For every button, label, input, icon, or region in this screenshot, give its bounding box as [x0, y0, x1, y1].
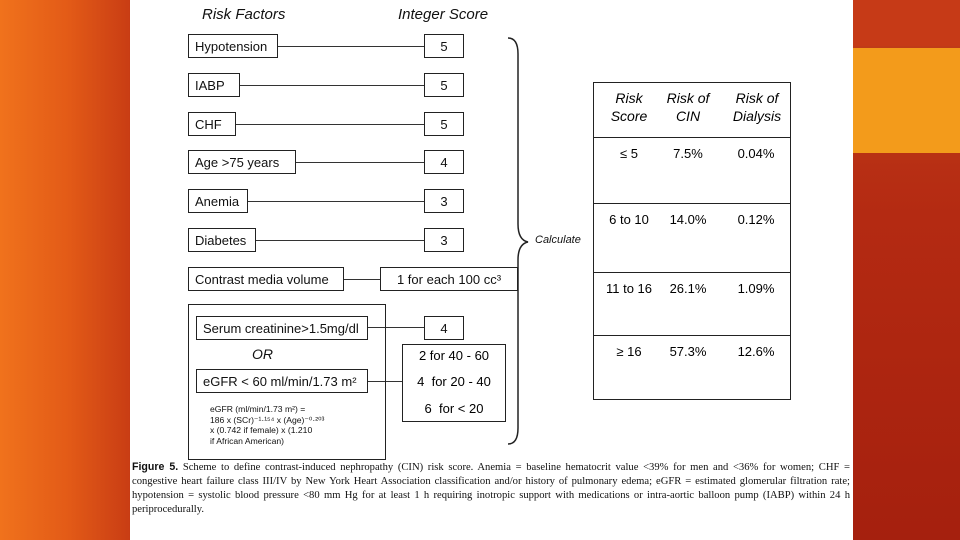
accent-bar-orange: [853, 48, 960, 153]
table-cell: 1.09%: [737, 281, 775, 296]
factor-diabetes: Diabetes: [188, 228, 256, 252]
table-cell: 6 to 10: [609, 212, 649, 227]
accent-bar-top: [853, 0, 960, 46]
header-risk-cin: Risk of CIN: [666, 90, 710, 124]
table-cell: 0.12%: [737, 212, 775, 227]
table-cell: ≥ 16: [616, 344, 642, 359]
table-cell: ≤ 5: [620, 146, 638, 161]
egfr-range: 6 for < 20: [424, 401, 484, 416]
factor-age: Age >75 years: [188, 150, 296, 174]
figure-page: [130, 0, 853, 540]
score-anemia: 3: [424, 189, 464, 213]
table-row: [594, 272, 790, 337]
score-contrast-volume: 1 for each 100 cc³: [380, 267, 518, 291]
table-cell: 57.3%: [669, 344, 707, 359]
table-cell: 14.0%: [669, 212, 707, 227]
figure-caption: [132, 460, 850, 517]
formula-line: eGFR (ml/min/1.73 m²) =: [210, 404, 306, 414]
table-row: [594, 203, 790, 274]
table-cell: 12.6%: [737, 344, 775, 359]
formula-line: x (0.742 if female) x (1.210: [210, 425, 313, 435]
risk-score-diagram: [130, 0, 853, 540]
factor-iabp: IABP: [188, 73, 240, 97]
header-integer-score: Integer Score: [398, 6, 489, 23]
connector-line: [278, 46, 424, 47]
score-hypotension: 5: [424, 34, 464, 58]
connector-line: [214, 85, 424, 86]
formula-line: 186 x (SCr)⁻¹·¹⁵⁴ x (Age)⁻⁰·²⁰³: [210, 414, 325, 425]
header-risk-factors: Risk Factors: [202, 6, 286, 23]
factor-chf: CHF: [188, 112, 236, 136]
connector-line: [214, 124, 424, 125]
connector-line: [344, 279, 380, 280]
connector-line: [296, 162, 424, 163]
or-label: OR: [252, 346, 273, 362]
table-cell: 26.1%: [669, 281, 707, 296]
factor-serum-creatinine: Serum creatinine>1.5mg/dl: [196, 316, 368, 340]
score-egfr-ranges: [402, 344, 506, 422]
table-row: [594, 137, 790, 202]
formula-line: if African American): [210, 435, 285, 446]
risk-table: [593, 82, 791, 400]
connector-line: [243, 201, 424, 202]
egfr-formula: [210, 404, 324, 446]
calculate-label: Calculate: [535, 234, 581, 246]
header-risk-score: Risk Score: [610, 90, 648, 124]
egfr-range: 2 for 40 - 60: [418, 348, 490, 363]
factor-anemia: Anemia: [188, 189, 248, 213]
score-age: 4: [424, 150, 464, 174]
table-row: [594, 335, 790, 400]
factor-contrast-volume: Contrast media volume: [188, 267, 344, 291]
score-serum-creatinine: 4: [424, 316, 464, 340]
score-iabp: 5: [424, 73, 464, 97]
caption-label: Figure 5.: [132, 461, 179, 473]
table-cell: 11 to 16: [605, 281, 653, 296]
table-header-row: [594, 83, 790, 137]
table-cell: 7.5%: [673, 146, 703, 161]
factor-hypotension: Hypotension: [188, 34, 278, 58]
score-diabetes: 3: [424, 228, 464, 252]
header-risk-dialysis: Risk of Dialysis: [732, 90, 782, 124]
egfr-range: 4 for 20 - 40: [417, 374, 491, 389]
connector-line: [250, 240, 424, 241]
factor-egfr: eGFR < 60 ml/min/1.73 m²: [196, 369, 368, 393]
caption-text: Scheme to define contrast-induced nephropathy (CIN) risk score. Anemia = baseline hematocrit value <39% for men and <36% for women; CHF = congestive heart failure class III/IV by New York Heart Association classification and/or history of pulmonary edema; eGFR = estimated glomerular filtration rate; hypotension = systolic blood pressure <80 mm Hg for at least 1 h requiring inotropic support with medications or intra-aortic balloon pump (IABP) within 24 h periprocedurally.: [132, 462, 850, 515]
score-chf: 5: [424, 112, 464, 136]
table-cell: 0.04%: [737, 146, 775, 161]
